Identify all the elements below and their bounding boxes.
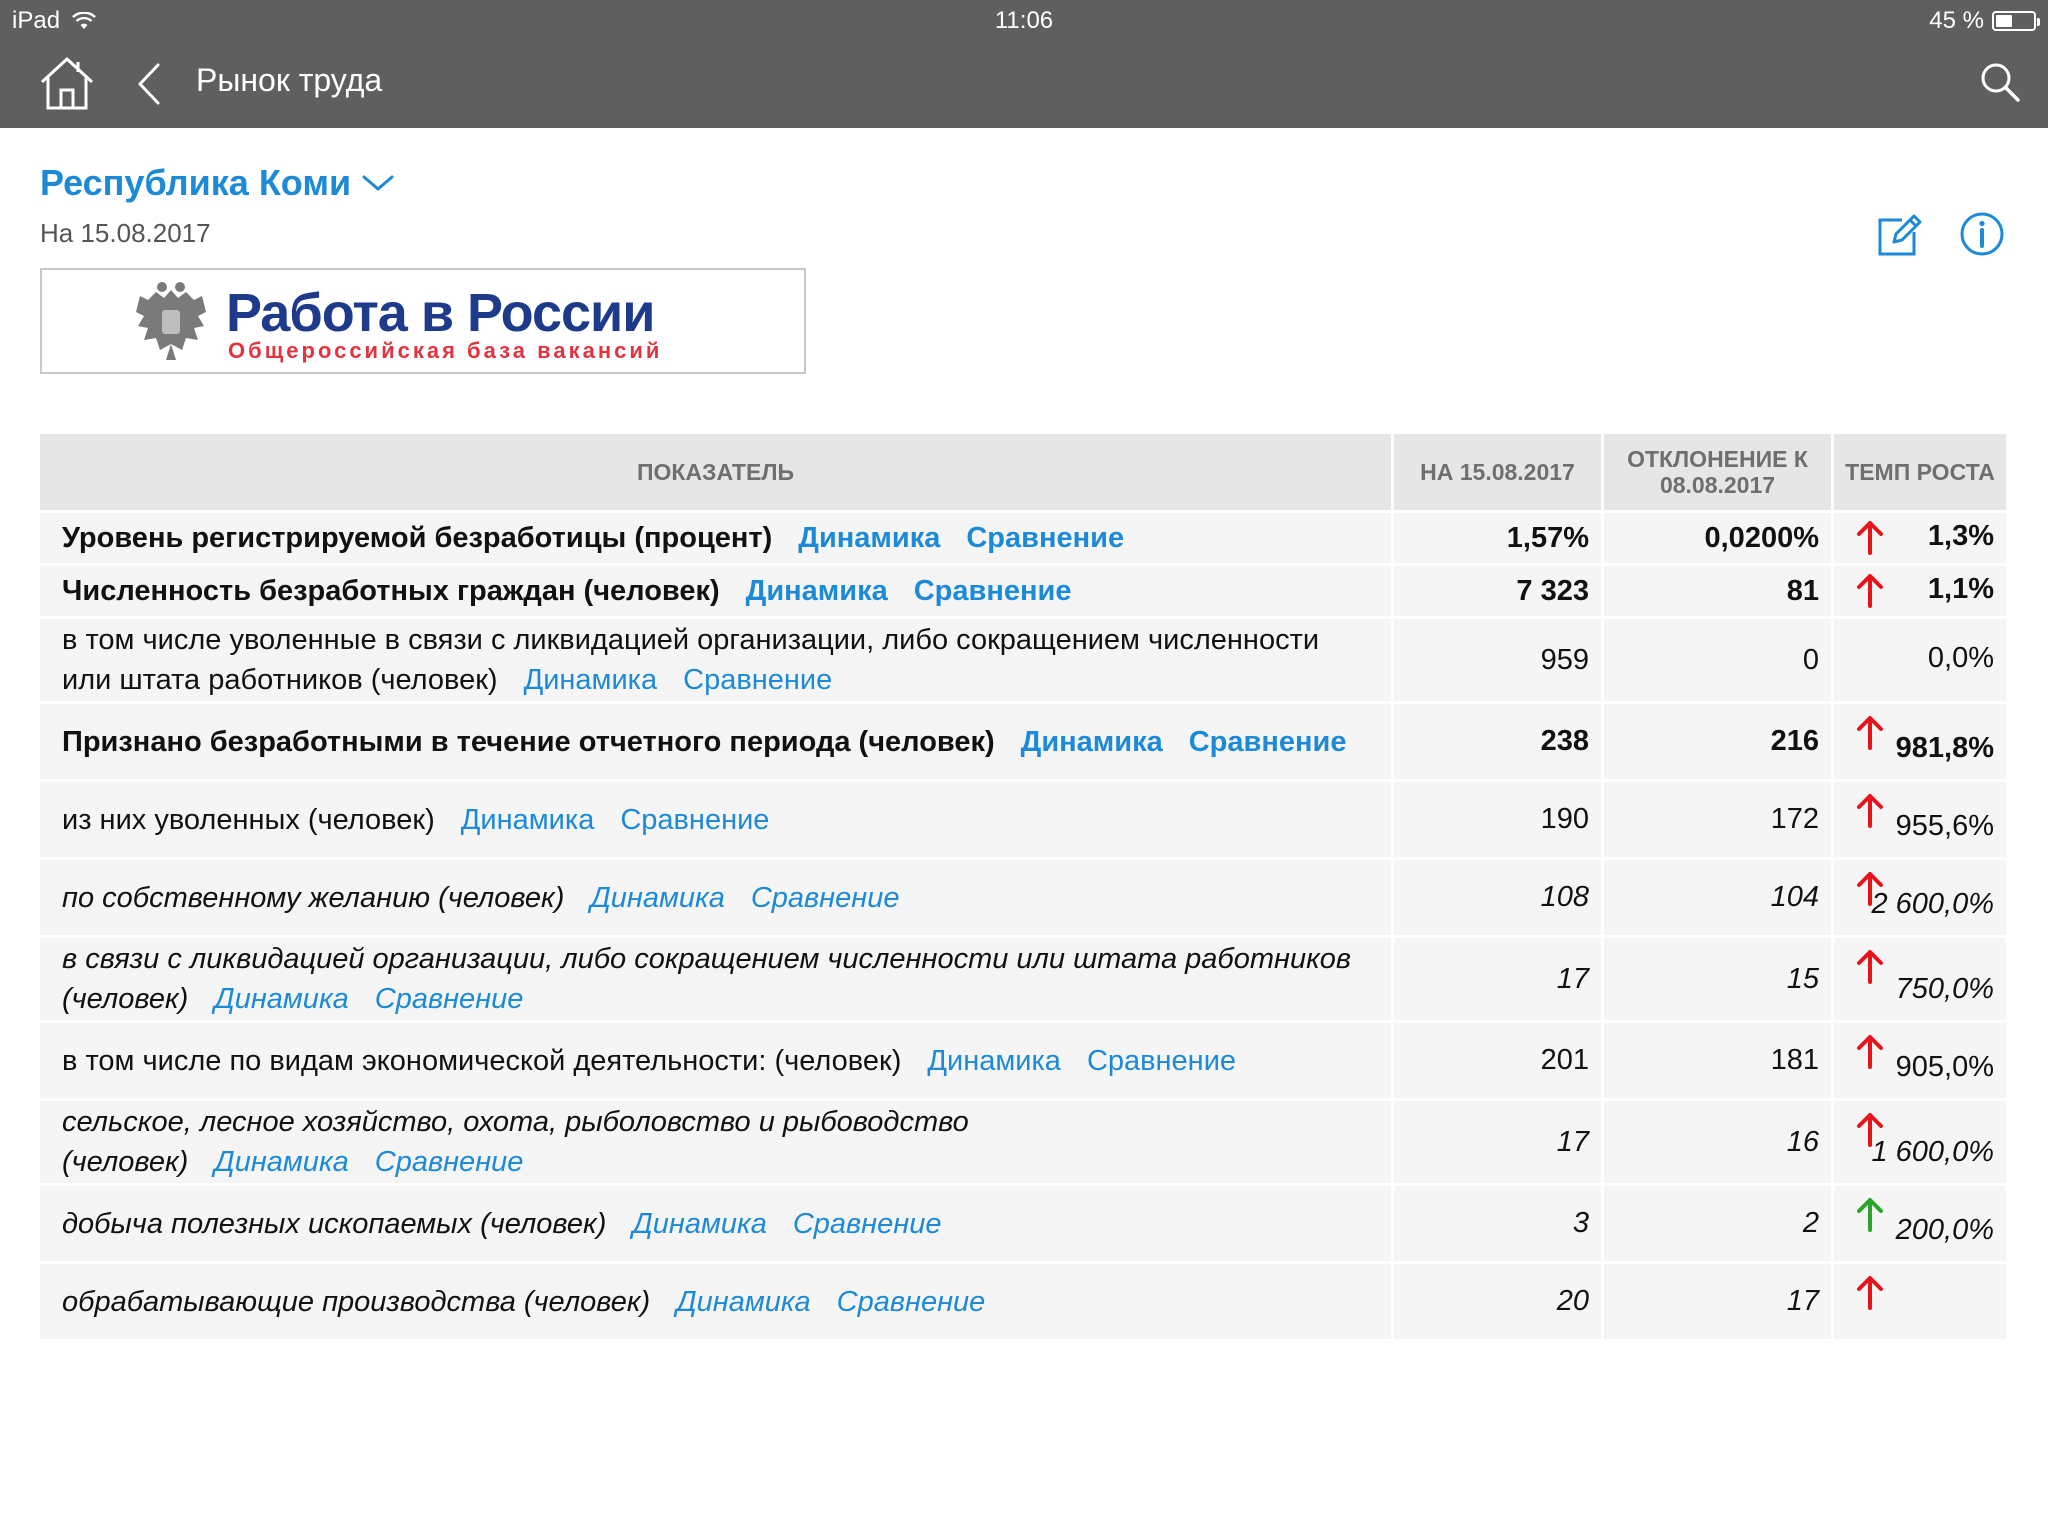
edit-icon[interactable] [1874,210,1922,258]
dynamics-link[interactable]: Динамика [632,1207,767,1240]
dynamics-link[interactable]: Динамика [798,522,941,554]
nav-title: Рынок труда [196,62,383,98]
row-indicator [40,782,1394,857]
indicator-name: в том числе уволенные в связи с ликвидацией организации, либо сокращением численности или штата работников (человек) [62,624,1320,696]
table-row [40,938,2006,1020]
device-label: iPad [12,7,61,34]
arrow-up-icon [1856,572,1884,608]
row-value: 108 [1394,860,1604,935]
row-value: 20 [1394,1264,1604,1339]
search-icon[interactable] [1978,60,2022,104]
compare-link[interactable]: Сравнение [374,1146,524,1178]
report-date: На 15.08.2017 [40,218,211,248]
table-row [40,1101,2006,1183]
rate-value: 1,1% [1927,573,1994,605]
indicator-name: в связи с ликвидацией организации, либо сокращением численности или штата работников (человек) [62,943,1352,1015]
row-indicator [40,704,1394,779]
indicator-name: сельское, лесное хозяйство, охота, рыболовство и рыбоводство (человек) [62,1106,969,1178]
row-deviation: 216 [1604,704,1834,779]
rate-value: 1,3% [1927,520,1994,552]
header-deviation [1604,434,1834,510]
indicator-name: добыча полезных ископаемых (человек) [62,1207,607,1240]
battery-fill [1996,15,2012,27]
row-rate [1834,860,2006,935]
row-indicator [40,1186,1394,1261]
compare-link[interactable]: Сравнение [374,983,524,1015]
row-rate [1834,1264,2006,1339]
rate-value: 200,0% [1895,1214,1994,1246]
table-row [40,1264,2006,1339]
compare-link[interactable]: Сравнение [792,1207,942,1240]
row-value: 1,57% [1394,513,1604,563]
table-row [40,513,2006,563]
row-deviation: 181 [1604,1023,1834,1098]
row-deviation: 104 [1604,860,1834,935]
row-value: 17 [1394,1101,1604,1183]
coat-of-arms-icon [126,278,216,368]
row-deviation: 0 [1604,619,1834,701]
compare-link[interactable]: Сравнение [1086,1044,1237,1077]
row-rate [1834,782,2006,857]
compare-link[interactable]: Сравнение [683,664,833,696]
back-chevron-icon[interactable] [134,62,164,106]
arrow-up-icon [1856,792,1884,828]
indicator-name: Уровень регистрируемой безработицы (процент) [62,522,773,554]
row-value: 201 [1394,1023,1604,1098]
indicator-name: из них уволенных (человек) [62,803,435,836]
arrow-up-icon [1856,714,1884,750]
row-rate [1834,1023,2006,1098]
status-right [1929,7,2036,35]
table-row [40,1023,2006,1098]
row-value: 190 [1394,782,1604,857]
dynamics-link[interactable]: Динамика [1020,725,1163,758]
compare-link[interactable]: Сравнение [913,575,1072,607]
rate-value: 0,0% [1927,642,1994,674]
rate-value: 1 600,0% [1871,1136,1994,1168]
row-indicator [40,938,1394,1020]
row-rate [1834,566,2006,616]
rate-value: 981,8% [1895,732,1994,764]
compare-link[interactable]: Сравнение [620,803,770,836]
header-deviation-line1: ОТКЛОНЕНИЕ К [1627,446,1808,472]
row-deviation: 81 [1604,566,1834,616]
arrow-up-icon [1856,1033,1884,1069]
info-icon[interactable] [1958,210,2006,258]
header-indicator: ПОКАЗАТЕЛЬ [40,434,1394,510]
arrow-up-icon [1856,1196,1884,1232]
arrow-up-icon [1856,519,1884,555]
dynamics-link[interactable]: Динамика [214,1146,349,1178]
table-body [40,513,2006,1339]
row-rate [1834,619,2006,701]
indicator-name: по собственному желанию (человек) [62,881,565,914]
status-time: 11:06 [994,7,1054,34]
battery-icon [1992,11,2036,31]
row-indicator [40,1023,1394,1098]
header-value: НА 15.08.2017 [1394,434,1604,510]
indicator-name: в том числе по видам экономической деятельности: (человек) [62,1044,902,1077]
region-name: Республика Коми [40,162,352,203]
dynamics-link[interactable]: Динамика [745,575,888,607]
chevron-down-icon [361,173,395,193]
row-rate [1834,938,2006,1020]
dynamics-link[interactable]: Динамика [927,1044,1061,1077]
header-deviation-line2: 08.08.2017 [1659,472,1776,498]
row-deviation: 16 [1604,1101,1834,1183]
indicator-name: Численность безработных граждан (человек) [62,575,720,607]
banner-title: Работа в России [226,283,655,343]
rabota-v-rossii-banner[interactable] [40,268,806,374]
row-value: 17 [1394,938,1604,1020]
indicators-table [40,434,2006,1339]
table-row [40,704,2006,779]
region-selector[interactable] [40,162,395,204]
battery-nub [2037,18,2040,26]
row-value: 3 [1394,1186,1604,1261]
row-value: 238 [1394,704,1604,779]
dynamics-link[interactable]: Динамика [590,881,725,914]
rate-value: 955,6% [1895,810,1994,842]
rate-value: 2 600,0% [1871,888,1994,920]
header-rate: ТЕМП РОСТА [1845,459,1995,485]
table-row [40,1186,2006,1261]
rate-value: 905,0% [1895,1051,1994,1083]
row-indicator [40,1264,1394,1339]
row-indicator [40,566,1394,616]
row-deviation: 0,0200% [1604,513,1834,563]
row-indicator [40,1101,1394,1183]
dynamics-link[interactable]: Динамика [214,983,349,1015]
table-row [40,860,2006,935]
compare-link[interactable]: Сравнение [750,881,900,914]
indicator-name: Признано безработными в течение отчетного периода (человек) [62,725,995,758]
dynamics-link[interactable]: Динамика [676,1285,811,1318]
banner-subtitle: Общероссийская база вакансий [228,338,663,363]
arrow-up-icon [1856,948,1884,984]
table-row [40,566,2006,616]
row-value: 959 [1394,619,1604,701]
home-icon[interactable] [38,54,96,112]
status-bar [0,0,2048,40]
indicator-name: обрабатывающие производства (человек) [62,1285,651,1318]
table-header [40,434,2006,510]
row-deviation: 2 [1604,1186,1834,1261]
row-rate [1834,1186,2006,1261]
row-indicator [40,860,1394,935]
compare-link[interactable]: Сравнение [1188,725,1347,758]
compare-link[interactable]: Сравнение [966,522,1125,554]
nav-bar [0,40,2048,128]
row-rate [1834,704,2006,779]
dynamics-link[interactable]: Динамика [460,803,595,836]
table-row [40,619,2006,701]
rate-value: 750,0% [1895,973,1994,1005]
arrow-up-icon [1856,1274,1884,1310]
compare-link[interactable]: Сравнение [836,1285,986,1318]
dynamics-link[interactable]: Динамика [523,664,658,696]
table-row [40,782,2006,857]
battery-percent: 45 % [1929,7,1984,34]
row-value: 7 323 [1394,566,1604,616]
row-rate [1834,1101,2006,1183]
row-deviation: 15 [1604,938,1834,1020]
row-rate [1834,513,2006,563]
row-deviation: 17 [1604,1264,1834,1339]
row-indicator [40,619,1394,701]
row-deviation: 172 [1604,782,1834,857]
row-indicator [40,513,1394,563]
